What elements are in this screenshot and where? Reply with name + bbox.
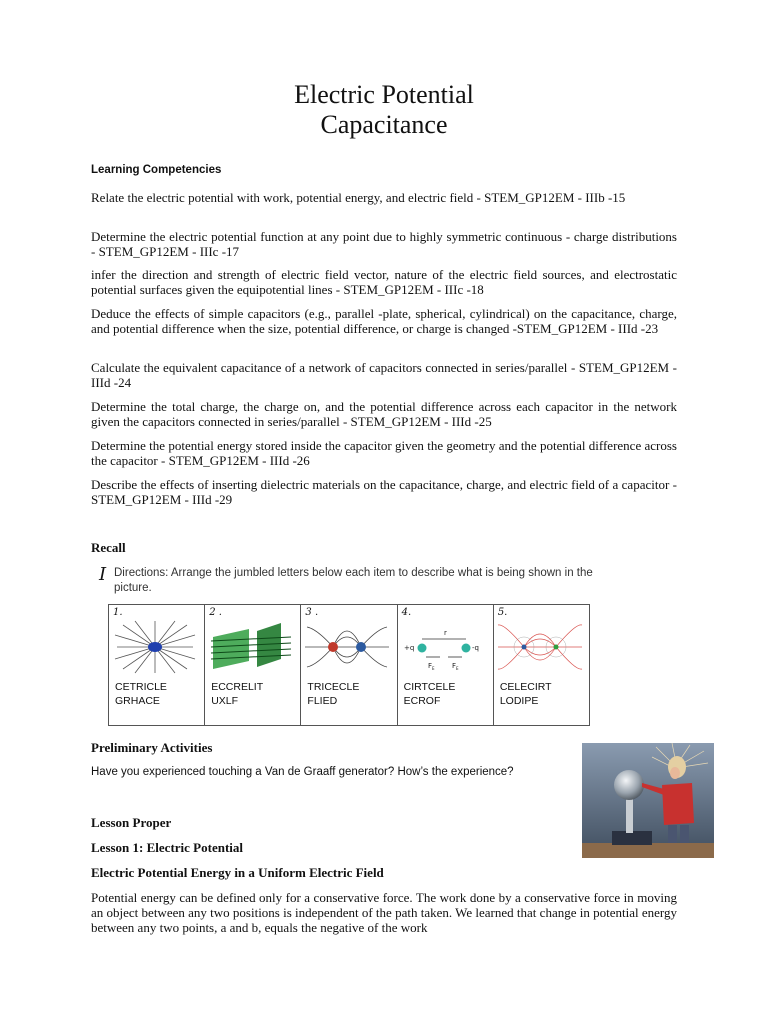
directions-text: Directions: Arrange the jumbled letters below each item to describe what is being shown in the picture.: [114, 567, 593, 594]
recall-heading: Recall: [91, 540, 126, 555]
charge-label: -q: [471, 644, 479, 652]
jumbled-word: LODIPE: [499, 695, 539, 707]
preliminary-question: Have you experienced touching a Van de Graaff generator? How’s the experience?: [91, 766, 514, 778]
recall-item-4: [398, 605, 494, 725]
jumbled-word: ECCRELIT: [211, 681, 264, 693]
recall-item-3: [301, 605, 397, 725]
electric-flux-figure: [207, 619, 295, 675]
charge-label: +q: [403, 644, 414, 652]
recall-item-5: [494, 605, 589, 725]
jumbled-word: ECROF: [403, 695, 441, 707]
competency-item: Determine the electric potential function at any point due to highly symmetric continuous - charge distributions - STEM_GP12EM - IIIc -17: [91, 229, 677, 259]
item-number: 4.: [401, 607, 412, 618]
lesson-1-heading: Lesson 1: Electric Potential: [91, 840, 243, 855]
competency-item: infer the direction and strength of electric field vector, nature of the electric field sources, and electrostatic potential surfaces given the equipotential lines - STEM_GP12EM - IIIc -18: [91, 267, 677, 297]
force-subscript: E: [455, 666, 459, 671]
preliminary-heading: Preliminary Activities: [91, 740, 213, 755]
jumbled-word: UXLF: [211, 695, 239, 707]
title-line-2: Capacitance: [320, 110, 448, 139]
electric-field-figure: [303, 619, 391, 675]
jumbled-word: GRHACE: [115, 695, 160, 707]
subsection-heading: Electric Potential Energy in a Uniform Electric Field: [91, 865, 384, 880]
item-number: 1.: [113, 607, 123, 618]
jumbled-word: CELECIRT: [499, 681, 552, 693]
competency-item: Determine the potential energy stored inside the capacitor given the geometry and the potential difference across the capacitor - STEM_GP12EM - IIId -26: [91, 438, 677, 468]
item-number: 3 .: [305, 607, 319, 618]
title-line-1: Electric Potential: [294, 80, 474, 109]
recall-item-2: [205, 605, 301, 725]
competency-item: Deduce the effects of simple capacitors (e.g., parallel -plate, spherical, cylindrical) on the capacitance, charge, and potential difference when the size, potential difference, or charge is changed -STEM_GP12EM - IIId -23: [91, 306, 677, 336]
competency-item: Calculate the equivalent capacitance of a network of capacitors connected in series/parallel - STEM_GP12EM - IIId -24: [91, 360, 677, 390]
electric-dipole-figure: [496, 619, 584, 675]
jumbled-word: TRICECLE: [307, 681, 360, 693]
jumbled-word: CETRICLE: [115, 681, 167, 693]
electric-charge-figure: [111, 619, 199, 675]
competency-item: Describe the effects of inserting dielectric materials on the capacitance, charge, and electric field of a capacitor -STEM_GP12EM - IIId -29: [91, 477, 677, 507]
recall-item-1: [109, 605, 205, 725]
lesson-proper-heading: Lesson Proper: [91, 815, 172, 830]
jumbled-word: FLIED: [307, 695, 338, 707]
body-paragraph: Potential energy can be defined only for a conservative force. The work done by a conservative force in moving an object between any two positions is independent of the path taken. We learned that change in potential energy between any two points, a and b, equals the negative of the work: [91, 890, 677, 935]
item-number: 2 .: [209, 607, 222, 618]
learning-competencies-heading: Learning Competencies: [91, 164, 222, 176]
distance-label: r: [443, 629, 447, 637]
van-de-graaff-photo: [582, 743, 714, 858]
item-number: 5.: [497, 607, 508, 618]
force-label: F: [427, 662, 432, 670]
electric-force-figure: [400, 619, 488, 675]
directions-numeral: I: [99, 564, 107, 585]
force-label: F: [451, 662, 456, 670]
competency-item: Determine the total charge, the charge on, and the potential difference across each capacitor in the network given the capacitors connected in series/parallel - STEM_GP12EM - IIId -25: [91, 399, 677, 429]
recall-table: [108, 604, 590, 726]
force-subscript: E: [431, 666, 435, 671]
jumbled-word: CIRTCELE: [403, 681, 456, 693]
competency-item: Relate the electric potential with work, potential energy, and electric field - STEM_GP12EM - IIIb -15: [91, 190, 626, 205]
